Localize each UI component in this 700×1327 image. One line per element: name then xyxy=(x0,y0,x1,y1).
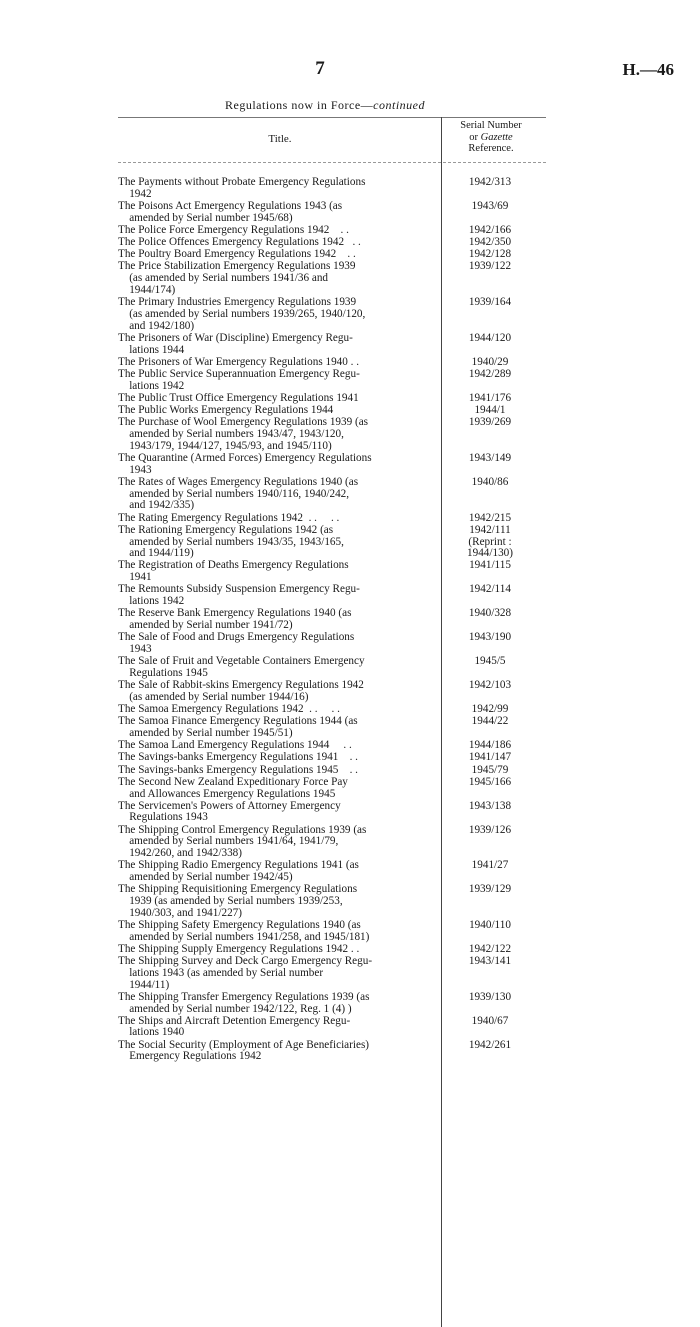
title-line: The Shipping Control Emergency Regulations 1939 (as xyxy=(118,823,367,836)
table-row xyxy=(118,765,548,777)
serial-line: 1944/186 xyxy=(468,739,512,752)
title-line: The Primary Industries Emergency Regulations 1939 xyxy=(118,296,357,309)
regulation-title xyxy=(118,825,432,860)
title-line: and 1942/180) xyxy=(118,319,195,332)
serial-reference xyxy=(432,632,548,656)
table-row xyxy=(118,632,548,656)
serial-reference xyxy=(432,884,548,919)
serial-line: 1939/269 xyxy=(468,416,512,429)
regulation-title xyxy=(118,560,432,584)
serial-reference xyxy=(432,740,548,752)
title-line: 1939 (as amended by Serial numbers 1939/253, xyxy=(118,895,343,907)
regulation-title xyxy=(118,920,432,944)
title-line: 1942/260, and 1942/338) xyxy=(118,847,242,860)
regulation-title xyxy=(118,393,432,405)
serial-reference xyxy=(432,944,548,956)
serial-line: 1942/261 xyxy=(468,1038,512,1051)
title-line: lations 1940 xyxy=(118,1026,185,1039)
regulation-title xyxy=(118,656,432,680)
title-line: The Poisons Act Emergency Regulations 1943 (as xyxy=(118,199,343,212)
serial-line: 1942/166 xyxy=(468,223,512,236)
title-line: The Shipping Requisitioning Emergency Regulations xyxy=(118,883,358,896)
title-line: amended by Serial numbers 1943/35, 1943/165, xyxy=(118,535,344,548)
title-line: 1941 xyxy=(118,571,152,584)
serial-reference xyxy=(432,249,548,261)
table-row xyxy=(118,393,548,405)
title-line: amended by Serial number 1942/45) xyxy=(118,871,293,884)
serial-reference xyxy=(432,1016,548,1040)
serial-reference xyxy=(432,584,548,608)
regulation-title xyxy=(118,680,432,704)
title-line: The Public Trust Office Emergency Regulations 1941 xyxy=(118,391,359,404)
regulation-title xyxy=(118,716,432,740)
serial-line: 1945/166 xyxy=(468,775,512,788)
regulation-title xyxy=(118,765,432,777)
serial-line: 1940/67 xyxy=(471,1014,509,1027)
title-line: 1942 xyxy=(118,187,152,200)
title-line: The Rating Emergency Regulations 1942 . . . . xyxy=(118,511,340,524)
title-line: The Sale of Fruit and Vegetable Containers Emergency xyxy=(118,655,365,668)
regulation-title xyxy=(118,525,432,560)
title-line: 1943 xyxy=(118,643,152,655)
table-row xyxy=(118,584,548,608)
regulation-title xyxy=(118,1016,432,1040)
serial-line: 1945/5 xyxy=(474,655,506,668)
column-header-title: Title. xyxy=(268,133,292,145)
serial-line: 1944/1 xyxy=(474,404,506,417)
regulation-title xyxy=(118,884,432,919)
serial-reference xyxy=(432,237,548,249)
title-line: The Servicemen's Powers of Attorney Emergency xyxy=(118,799,341,812)
title-line: The Rates of Wages Emergency Regulations 1940 (as xyxy=(118,475,359,488)
title-line: The Payments without Probate Emergency Regulations xyxy=(118,176,366,188)
title-line: and 1942/335) xyxy=(118,499,195,512)
title-line: The Social Security (Employment of Age Beneficiaries) xyxy=(118,1038,370,1051)
title-line: The Samoa Land Emergency Regulations 1944 . . xyxy=(118,739,352,752)
serial-reference xyxy=(432,513,548,525)
serial-line: 1939/129 xyxy=(468,883,512,896)
serial-reference xyxy=(432,333,548,357)
serial-line: 1943/138 xyxy=(468,799,512,812)
serial-line: 1942/99 xyxy=(471,703,509,716)
title-line: The Sale of Food and Drugs Emergency Regulations xyxy=(118,631,355,644)
serial-line: 1944/120 xyxy=(468,331,512,344)
regulation-title xyxy=(118,584,432,608)
regulation-title xyxy=(118,297,432,332)
serial-reference xyxy=(432,860,548,884)
table-row xyxy=(118,1016,548,1040)
title-line: The Shipping Transfer Emergency Regulations 1939 (as xyxy=(118,990,370,1003)
serial-line: 1943/141 xyxy=(468,955,512,968)
title-line: (as amended by Serial number 1944/16) xyxy=(118,690,309,703)
title-line: amended by Serial numbers 1943/47, 1943/120, xyxy=(118,428,344,440)
serial-reference xyxy=(432,417,548,452)
table-row xyxy=(118,752,548,764)
table-row xyxy=(118,525,548,560)
regulation-title xyxy=(118,860,432,884)
regulation-title xyxy=(118,1040,432,1064)
serial-reference xyxy=(432,225,548,237)
serial-reference xyxy=(432,716,548,740)
title-line: The Second New Zealand Expeditionary Force Pay xyxy=(118,775,348,788)
title-line: 1940/303, and 1941/227) xyxy=(118,906,242,919)
table-row xyxy=(118,956,548,991)
header-bottom-rule xyxy=(118,162,546,163)
regulation-title xyxy=(118,608,432,632)
title-line: The Savings-banks Emergency Regulations 1945 . . xyxy=(118,763,358,776)
regulation-title xyxy=(118,992,432,1016)
title-line: The Shipping Survey and Deck Cargo Emergency Regu- xyxy=(118,955,373,968)
table-row xyxy=(118,740,548,752)
serial-reference xyxy=(432,297,548,332)
title-line: and Allowances Emergency Regulations 1945 xyxy=(118,787,336,800)
serial-reference xyxy=(432,992,548,1016)
title-line: Regulations 1945 xyxy=(118,666,208,679)
serial-reference xyxy=(432,1040,548,1064)
serial-line: 1941/176 xyxy=(468,391,512,404)
table-row xyxy=(118,513,548,525)
regulation-title xyxy=(118,513,432,525)
table-row xyxy=(118,333,548,357)
title-line: The Ships and Aircraft Detention Emergency Regu- xyxy=(118,1014,351,1027)
serial-line: 1944/130) xyxy=(467,547,513,560)
serial-line: 1943/69 xyxy=(471,199,509,212)
title-line: The Shipping Safety Emergency Regulations 1940 (as xyxy=(118,918,361,931)
serial-line: 1941/147 xyxy=(468,751,512,764)
serial-line: 1942/350 xyxy=(468,236,512,249)
title-line: The Shipping Supply Emergency Regulations 1942 . . xyxy=(118,942,360,955)
serial-line: 1945/79 xyxy=(471,763,509,776)
regulation-title xyxy=(118,201,432,225)
table-row xyxy=(118,704,548,716)
serial-line: 1943/190 xyxy=(468,631,512,644)
regulation-title xyxy=(118,632,432,656)
serial-reference xyxy=(432,704,548,716)
table-row xyxy=(118,992,548,1016)
title-line: 1943 xyxy=(118,463,152,476)
title-line: The Public Works Emergency Regulations 1944 xyxy=(118,404,334,417)
title-line: lations 1942 xyxy=(118,379,185,392)
table-row xyxy=(118,716,548,740)
title-line: (as amended by Serial numbers 1939/265, 1940/120, xyxy=(118,307,366,320)
serial-line: 1942/313 xyxy=(468,176,512,188)
document-reference: H.—46 xyxy=(622,60,674,79)
serial-line: 1942/289 xyxy=(468,367,512,380)
regulation-title xyxy=(118,801,432,825)
serial-line: 1942/122 xyxy=(468,942,512,955)
table-row xyxy=(118,860,548,884)
regulation-title xyxy=(118,249,432,261)
table-row xyxy=(118,249,548,261)
serial-reference xyxy=(432,201,548,225)
title-line: The Registration of Deaths Emergency Regulations xyxy=(118,559,349,572)
table-row xyxy=(118,297,548,332)
title-line: The Remounts Subsidy Suspension Emergency Regu- xyxy=(118,583,360,596)
title-line: Regulations 1943 xyxy=(118,811,208,824)
table-row xyxy=(118,1040,548,1064)
regulation-title xyxy=(118,477,432,512)
table-row xyxy=(118,369,548,393)
serial-line: 1942/111 xyxy=(469,523,511,536)
regulation-title xyxy=(118,453,432,477)
title-line: (as amended by Serial numbers 1941/36 and xyxy=(118,272,329,285)
regulation-title xyxy=(118,405,432,417)
table-row xyxy=(118,777,548,801)
serial-line: 1942/103 xyxy=(468,679,512,692)
title-line: amended by Serial numbers 1940/116, 1940/242, xyxy=(118,487,350,500)
regulation-title xyxy=(118,177,432,201)
serial-line: 1944/22 xyxy=(471,715,509,728)
serial-header-line3: Reference. xyxy=(468,143,514,154)
regulation-title xyxy=(118,417,432,452)
table-row xyxy=(118,357,548,369)
title-line: Emergency Regulations 1942 xyxy=(118,1050,262,1063)
serial-line: 1942/114 xyxy=(469,583,511,596)
table-top-rule xyxy=(118,117,546,118)
title-line: amended by Serial number 1941/72) xyxy=(118,619,293,632)
title-line: The Poultry Board Emergency Regulations 1942 . . xyxy=(118,248,356,261)
title-line: The Quarantine (Armed Forces) Emergency Regulations xyxy=(118,451,372,464)
title-line: amended by Serial number 1945/51) xyxy=(118,727,293,739)
serial-line: 1939/130 xyxy=(468,990,512,1003)
title-line: The Reserve Bank Emergency Regulations 1940 (as xyxy=(118,607,352,620)
serial-reference xyxy=(432,369,548,393)
serial-header-line1: Serial Number xyxy=(460,120,522,131)
table-row xyxy=(118,801,548,825)
title-line: The Samoa Emergency Regulations 1942 . . . . xyxy=(118,703,340,716)
regulation-title xyxy=(118,357,432,369)
title-line: The Savings-banks Emergency Regulations 1941 . . xyxy=(118,751,358,764)
serial-reference xyxy=(432,825,548,860)
title-line: lations 1943 (as amended by Serial number xyxy=(118,966,324,979)
regulation-title xyxy=(118,704,432,716)
subtitle-continued: continued xyxy=(373,98,425,112)
serial-line: 1939/164 xyxy=(468,296,512,309)
gazette-label: Gazette xyxy=(480,131,513,143)
table-row xyxy=(118,405,548,417)
serial-reference xyxy=(432,177,548,201)
serial-reference xyxy=(432,357,548,369)
serial-line: 1940/328 xyxy=(468,607,512,620)
serial-reference xyxy=(432,453,548,477)
serial-reference xyxy=(432,956,548,991)
title-line: 1943/179, 1944/127, 1945/93, and 1945/110) xyxy=(118,439,332,452)
regulation-title xyxy=(118,225,432,237)
serial-line: 1939/126 xyxy=(468,823,512,836)
title-line: lations 1942 xyxy=(118,595,185,608)
table-row xyxy=(118,477,548,512)
serial-reference xyxy=(432,765,548,777)
table-row xyxy=(118,225,548,237)
regulation-title xyxy=(118,333,432,357)
serial-line: 1939/122 xyxy=(468,260,512,273)
title-line: amended by Serial number 1945/68) xyxy=(118,211,293,224)
regulation-title xyxy=(118,752,432,764)
title-line: The Shipping Radio Emergency Regulations 1941 (as xyxy=(118,859,359,872)
serial-reference xyxy=(432,525,548,560)
column-header-serial xyxy=(446,120,536,155)
serial-line: 1941/27 xyxy=(471,859,509,872)
serial-reference xyxy=(432,560,548,584)
table-row xyxy=(118,825,548,860)
table-row xyxy=(118,656,548,680)
serial-line: 1940/110 xyxy=(469,918,511,931)
title-line: 1944/11) xyxy=(118,978,170,991)
subtitle-main: Regulations now in Force— xyxy=(225,98,374,112)
title-line: 1944/174) xyxy=(118,283,176,296)
title-line: The Prisoners of War (Discipline) Emergency Regu- xyxy=(118,331,353,344)
page-number: 7 xyxy=(315,58,325,79)
table-row xyxy=(118,680,548,704)
title-line: amended by Serial numbers 1941/258, and 1945/181) xyxy=(118,930,370,943)
title-line: The Rationing Emergency Regulations 1942 (as xyxy=(118,523,334,536)
serial-line: 1940/29 xyxy=(471,355,509,368)
title-line: lations 1944 xyxy=(118,343,185,356)
serial-line: 1941/115 xyxy=(469,559,511,572)
section-subtitle xyxy=(120,98,530,113)
table-row xyxy=(118,201,548,225)
serial-reference xyxy=(432,680,548,704)
serial-line: 1942/128 xyxy=(468,248,512,261)
serial-reference xyxy=(432,752,548,764)
table-row xyxy=(118,261,548,296)
table-row xyxy=(118,608,548,632)
serial-reference xyxy=(432,405,548,417)
table-row xyxy=(118,417,548,452)
title-line: The Price Stabilization Emergency Regulations 1939 xyxy=(118,260,356,273)
table-row xyxy=(118,177,548,201)
title-line: The Prisoners of War Emergency Regulations 1940 . . xyxy=(118,355,360,368)
regulation-title xyxy=(118,777,432,801)
regulation-title xyxy=(118,944,432,956)
serial-reference xyxy=(432,801,548,825)
serial-reference xyxy=(432,393,548,405)
title-line: The Public Service Superannuation Emergency Regu- xyxy=(118,367,360,380)
title-line: The Police Offences Emergency Regulations 1942 . . xyxy=(118,236,361,249)
serial-reference xyxy=(432,477,548,512)
serial-reference xyxy=(432,261,548,296)
regulation-title xyxy=(118,369,432,393)
title-line: The Police Force Emergency Regulations 1942 . . xyxy=(118,223,349,236)
table-row xyxy=(118,560,548,584)
serial-line: 1942/215 xyxy=(468,511,512,524)
table-row xyxy=(118,884,548,919)
serial-reference xyxy=(432,656,548,680)
title-line: amended by Serial numbers 1941/64, 1941/79, xyxy=(118,835,339,848)
serial-reference xyxy=(432,920,548,944)
table-row xyxy=(118,944,548,956)
serial-header-line2: or Gazette xyxy=(469,131,513,143)
serial-reference xyxy=(432,777,548,801)
table-row xyxy=(118,453,548,477)
regulation-title xyxy=(118,261,432,296)
title-line: and 1944/119) xyxy=(118,547,194,560)
regulations-table xyxy=(118,177,548,1064)
title-line: amended by Serial number 1942/122, Reg. 1 (4) ) xyxy=(118,1002,352,1015)
regulation-title xyxy=(118,956,432,991)
table-row xyxy=(118,237,548,249)
title-line: The Purchase of Wool Emergency Regulations 1939 (as xyxy=(118,416,369,429)
serial-line: (Reprint : xyxy=(468,535,512,548)
regulation-title xyxy=(118,740,432,752)
table-row xyxy=(118,920,548,944)
serial-reference xyxy=(432,608,548,632)
title-line: The Sale of Rabbit-skins Emergency Regulations 1942 xyxy=(118,679,364,692)
title-line: The Samoa Finance Emergency Regulations 1944 (as xyxy=(118,715,358,728)
serial-line: 1940/86 xyxy=(471,475,509,488)
regulation-title xyxy=(118,237,432,249)
serial-line: 1943/149 xyxy=(468,451,512,464)
